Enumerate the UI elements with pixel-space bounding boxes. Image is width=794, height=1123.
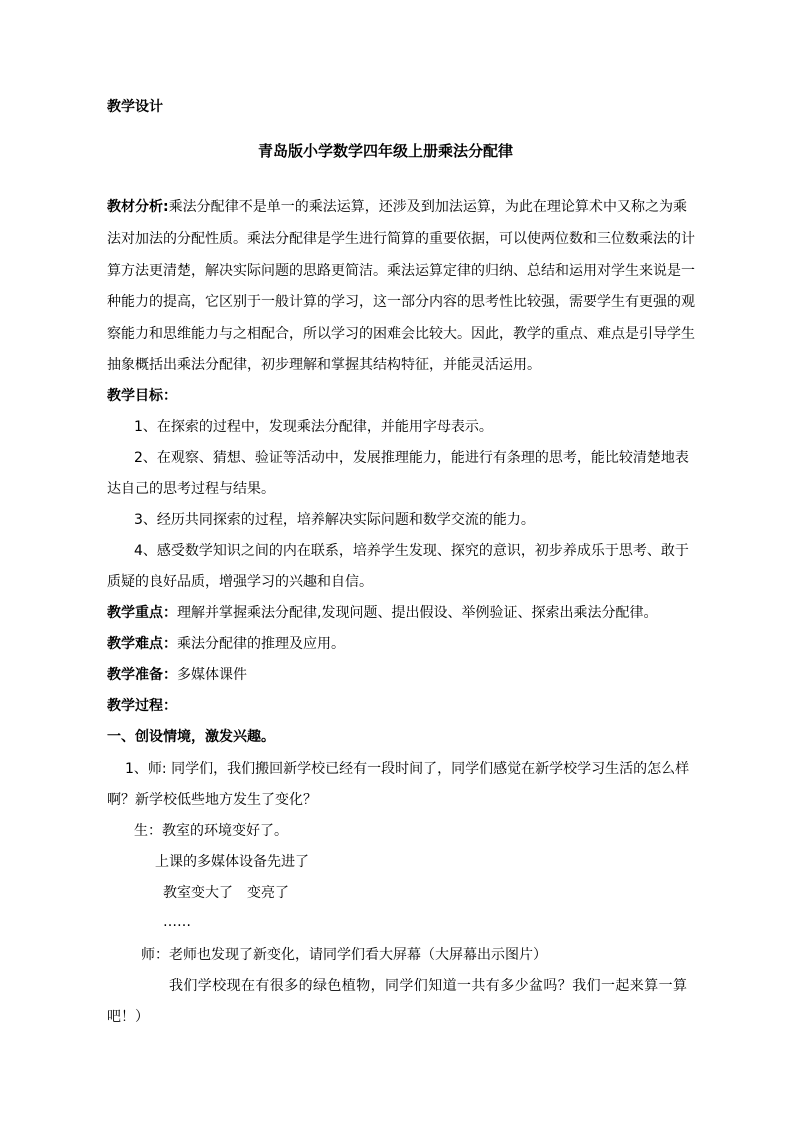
dialogue-line-4: 上课的多媒体设备先进了: [155, 854, 309, 870]
key-point-label: 教学重点：: [107, 605, 177, 621]
analysis-line-4: 种能力的提高，它区别于一般计算的学习，这一部分内容的思考性比较强，需要学生有更强的观: [107, 294, 695, 310]
analysis-line-5: 察能力和思维能力与之相配合，所以学习的困难会比较大。因此，教学的重点、难点是引导学生: [107, 326, 695, 342]
goal-2-cont: 达自己的思考过程与结果。: [107, 481, 275, 497]
dialogue-line-9: 吧！）: [107, 1009, 149, 1025]
analysis-line-2: 法对加法的分配性质。乘法分配律是学生进行简算的重要依据，可以使两位数和三位数乘法的计: [107, 231, 695, 247]
doc-title: 青岛版小学数学四年级上册乘法分配律: [258, 142, 514, 160]
analysis-line-1: 教材分析:乘法分配律不是单一的乘法运算，还涉及到加法运算，为此在理论算术中又称之为乘: [107, 199, 687, 215]
dialogue-line-3: 生：教室的环境变好了。: [134, 823, 288, 839]
goal-4: 4、感受数学知识之间的内在联系，培养学生发现、探究的意识，初步养成乐于思考、敢于: [134, 543, 689, 559]
dialogue-line-6: ……: [163, 914, 191, 930]
goal-2: 2、在观察、猜想、验证等活动中，发展推理能力，能进行有条理的思考，能比较清楚地表: [134, 450, 689, 466]
doc-heading: 教学设计: [107, 99, 163, 115]
goals-label: 教学目标：: [107, 388, 177, 404]
section-1-heading: 一、创设情境，激发兴趣。: [107, 729, 275, 745]
analysis-line-3: 算方法更清楚，解决实际问题的思路更简洁。乘法运算定律的归纳、总结和运用对学生来说是一: [107, 263, 695, 279]
preparation: [107, 665, 247, 685]
analysis-label: 教材分析:: [107, 199, 169, 215]
preparation-text: 多媒体课件: [177, 667, 247, 683]
dialogue-line-5: 教室变大了 变亮了: [163, 885, 289, 901]
difficulty: [107, 634, 345, 654]
goal-3: 3、经历共同探索的过程，培养解决实际问题和数学交流的能力。: [134, 512, 535, 528]
process-label: 教学过程：: [107, 698, 177, 714]
key-point-text: 理解并掌握乘法分配律,发现问题、提出假设、举例验证、探索出乘法分配律。: [177, 605, 658, 621]
goal-4-cont: 质疑的良好品质，增强学习的兴趣和自信。: [107, 574, 373, 590]
key-point: [107, 603, 657, 623]
dialogue-line-1: 1、师: 同学们，我们搬回新学校已经有一段时间了，同学们感觉在新学校学习生活的怎么样: [125, 761, 690, 777]
preparation-label: 教学准备：: [107, 667, 177, 683]
dialogue-line-7: 师：老师也发现了新变化，请同学们看大屏幕（大屏幕出示图片）: [141, 947, 547, 963]
analysis-line-6: 抽象概括出乘法分配律，初步理解和掌握其结构特征，并能灵活运用。: [107, 357, 541, 373]
dialogue-line-8: 我们学校现在有很多的绿色植物，同学们知道一共有多少盆吗？我们一起来算一算: [169, 978, 687, 994]
difficulty-label: 教学难点：: [107, 636, 177, 652]
goal-1: 1、在探索的过程中，发现乘法分配律，并能用字母表示。: [134, 419, 493, 435]
difficulty-text: 乘法分配律的推理及应用。: [177, 636, 345, 652]
dialogue-line-2: 啊？新学校低些地方发生了变化？: [107, 792, 317, 808]
